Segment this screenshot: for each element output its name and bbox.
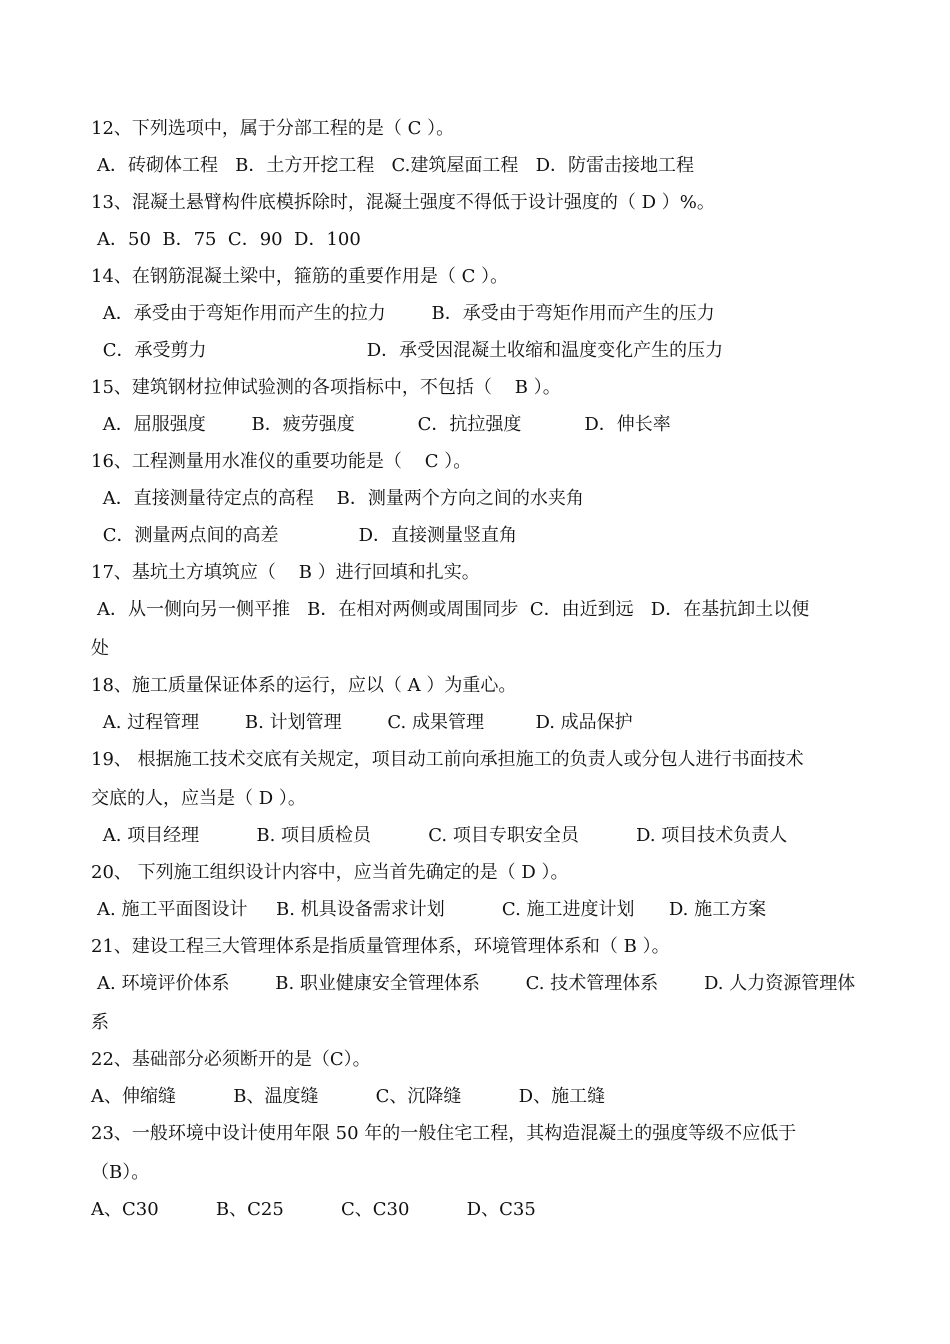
options-21: A. 环境评价体系 B. 职业健康安全管理体系 C. 技术管理体系 D. 人力资源管理体 bbox=[97, 973, 856, 994]
options-13: A．50 B．75 C．90 D．100 bbox=[97, 229, 361, 250]
question-12: 12、下列选项中，属于分部工程的是（ C ）。 bbox=[91, 118, 455, 139]
question-19-continued: 交底的人，应当是（ D ）。 bbox=[91, 788, 306, 809]
question-13: 13、混凝土悬臂构件底模拆除时，混凝土强度不得低于设计强度的（ D ）%。 bbox=[91, 192, 715, 213]
question-21: 21、建设工程三大管理体系是指质量管理体系，环境管理体系和（ B ）。 bbox=[91, 936, 670, 957]
question-23-continued: （B）。 bbox=[91, 1162, 150, 1183]
options-23: A、C30 B、C25 C、C30 D、C35 bbox=[91, 1199, 536, 1220]
options-21-continued: 系 bbox=[91, 1012, 109, 1033]
options-14-cd: C．承受剪力 D．承受因混凝土收缩和温度变化产生的压力 bbox=[97, 340, 724, 361]
options-22: A、伸缩缝 B、温度缝 C、沉降缝 D、施工缝 bbox=[91, 1086, 606, 1107]
question-20: 20、 下列施工组织设计内容中，应当首先确定的是（ D ）。 bbox=[91, 862, 569, 883]
question-16: 16、工程测量用水准仪的重要功能是（ C ）。 bbox=[91, 451, 472, 472]
options-18: A. 过程管理 B. 计划管理 C. 成果管理 D. 成品保护 bbox=[97, 712, 633, 733]
question-22: 22、基础部分必须断开的是（C）。 bbox=[91, 1049, 371, 1070]
options-20: A. 施工平面图设计 B. 机具设备需求计划 C. 施工进度计划 D. 施工方案 bbox=[97, 899, 767, 920]
question-19: 19、 根据施工技术交底有关规定，项目动工前向承担施工的负责人或分包人进行书面技术 bbox=[91, 749, 804, 770]
question-18: 18、施工质量保证体系的运行，应以（ A ）为重心。 bbox=[91, 675, 517, 696]
question-15: 15、建筑钢材拉伸试验测的各项指标中，不包括（ B ）。 bbox=[91, 377, 561, 398]
options-19: A. 项目经理 B. 项目质检员 C. 项目专职安全员 D. 项目技术负责人 bbox=[97, 825, 788, 846]
options-17: A．从一侧向另一侧平推 B．在相对两侧或周围同步 C．由近到远 D．在基抗卸土以便 bbox=[97, 599, 810, 620]
options-16-cd: C．测量两点间的高差 D．直接测量竖直角 bbox=[97, 525, 518, 546]
options-16-ab: A．直接测量待定点的高程 B．测量两个方向之间的水夹角 bbox=[97, 488, 584, 509]
options-17-continued: 处 bbox=[91, 638, 109, 659]
question-23: 23、一般环境中设计使用年限 50 年的一般住宅工程，其构造混凝土的强度等级不应低于 bbox=[91, 1123, 797, 1144]
options-14-ab: A．承受由于弯矩作用而产生的拉力 B．承受由于弯矩作用而产生的压力 bbox=[97, 303, 715, 324]
question-14: 14、在钢筋混凝土梁中，箍筋的重要作用是（ C ）。 bbox=[91, 266, 509, 287]
question-17: 17、基坑土方填筑应（ B ）进行回填和扎实。 bbox=[91, 562, 480, 583]
options-12: A．砖砌体工程 B．土方开挖工程 C.建筑屋面工程 D．防雷击接地工程 bbox=[97, 155, 695, 176]
options-15: A．屈服强度 B．疲劳强度 C．抗拉强度 D．伸长率 bbox=[97, 414, 671, 435]
